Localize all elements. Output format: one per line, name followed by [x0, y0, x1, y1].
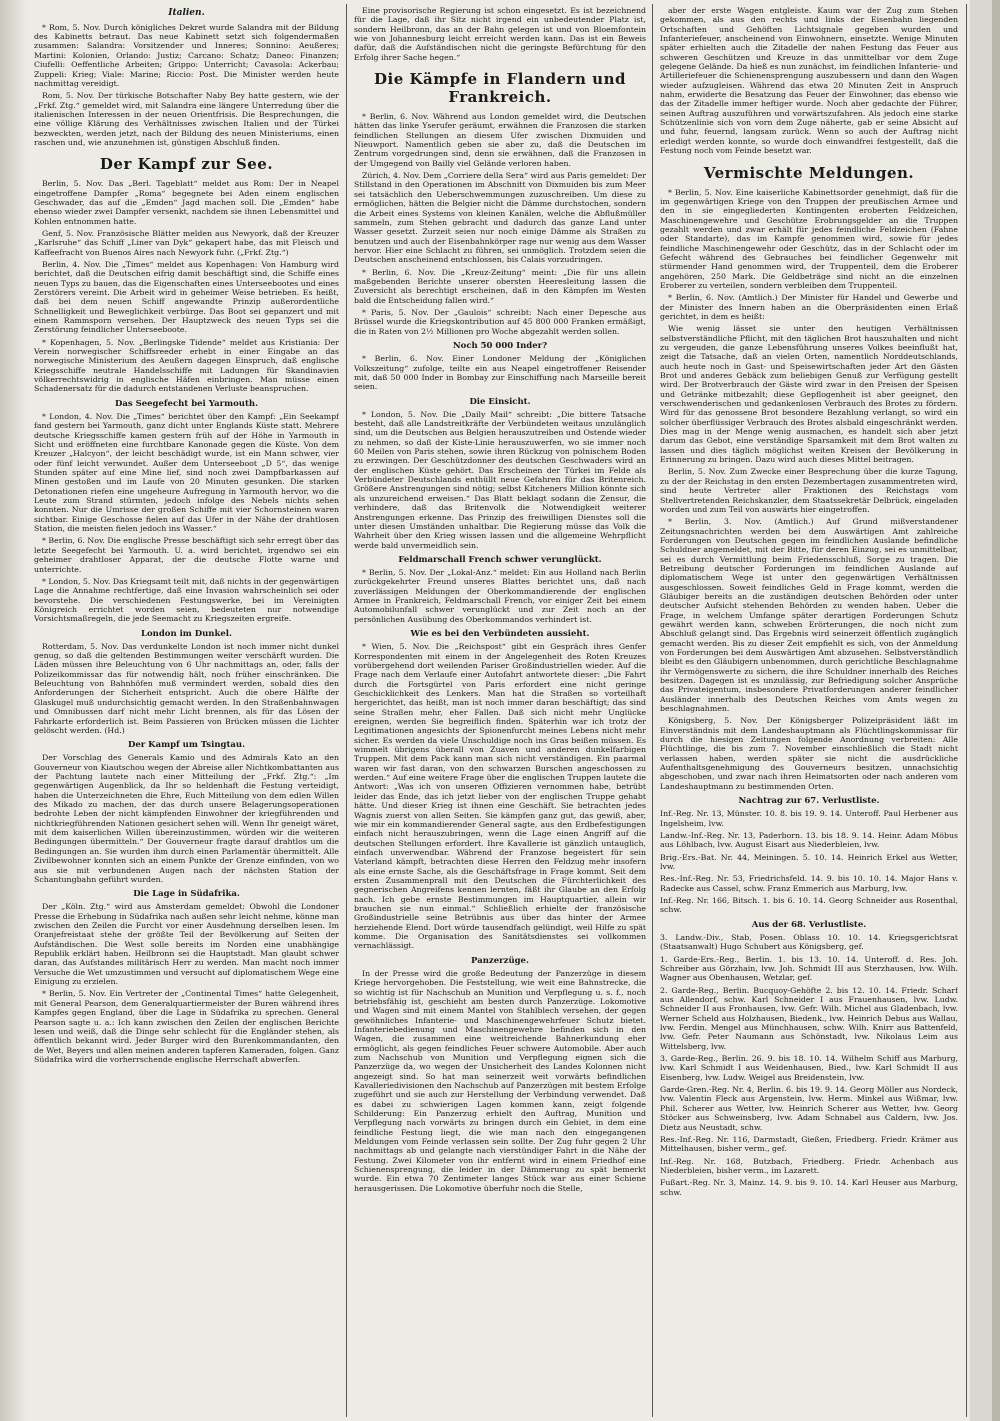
article-london-yarmouth: * London, 4. Nov. Die „Times“ berichtet über den Kampf: „Ein Seekampf fand gestern bei Yarmouth, ganz dicht unter Englands Küste statt. Mehrere deutsche Kriegsschiffe kamen gestern früh auf der Höhe in Yarmouth in Sicht und eröffneten eine furchtbare Kanonade gegen die Küste. Von dem Kreuzer „Halcyon“, der leicht beschädigt wurde, ist ein Mann schwer, vier oder fünf leicht verwundet. Außer dem Unterseeboot „D 5“, das wenige Stunden später auf eine Mine lief, sind noch zwei Dampfbarkassen auf Minen gestoßen und im Laufe von 20 Minuten gesunken. Die starken Detonationen riefen eine ungeheure Aufregung in Yarmouth hervor, wo die Leute zum Strand stürmten, jedoch infolge des Nebels nichts sehen konnten. Nur die Umrisse der großen Schiffe mit vier Schornsteinen waren sichtbar. Einige Geschosse fielen auf das Ufer in der Nähe der drahtlosen Station, die meisten fielen jedoch ins Wasser.“	[34, 412, 339, 534]
subhead-inder: Noch 50 000 Inder?	[452, 340, 548, 351]
subhead-panzerzuege: Panzerzüge.	[471, 955, 529, 966]
article-kopenhagen: * Kopenhagen, 5. Nov. „Berlingske Tidende“ meldet aus Kristiania: Der Verein norwegischer Schiffsreeder erhebt in einer Eingabe an das norwegische Ministerium des Aeußern dagegen Einspruch, daß englische Kriegsschiffe neutrale Handelsschiffe mit Ladungen für Skandinavien völkerrechtswidrig in englische Häfen einbringen. Man müsse einen Schadenersatz für die dadurch entstandenen Verluste beanspruchen.	[34, 337, 339, 394]
article-paris-gaulois: * Paris, 5. Nov. Der „Gaulois“ schreibt: Nach einer Depesche aus Brüssel wurde die Kriegskontribution auf 45 800 000 Franken ermäßigt, die in Raten von 2½ Millionen pro Woche abgezahlt werden sollen.	[354, 307, 646, 336]
heading-kampf-zur-see: Der Kampf zur See.	[99, 155, 274, 174]
heading-flandern-frankreich: Die Kämpfe in Flandern und Frankreich.	[374, 70, 626, 107]
list-item: Landw.-Inf.-Reg. Nr. 13, Paderborn. 13. bis 18. 9. 14. Heinr. Adam Möbus aus Löhlbach, lvw. August Eisart aus Niederbleien, lvw.	[660, 831, 958, 850]
list-item: 1. Garde-Ers.-Reg., Berlin. 1. bis 13. 10. 14. Unteroff. d. Res. Joh. Schreiber aus Görzhain, lvw. Joh. Schmidt III aus Sterzhausen, lvw. Wilh. Wagner aus Obenhausen, Wetzlar, gef.	[660, 954, 958, 983]
article-provisorische-regierung: Eine provisorische Regierung ist schon eingesetzt. Es ist bezeichnend für die Lage, daß ihr Sitz nicht irgend ein unbedeutender Platz ist, sondern Heilbronn, das an der Bahn gelegen ist und von Bloemfontein wie von Johannesburg leicht erreicht werden kann. Das ist ein Beweis dafür, daß die Aufständischen nicht die geringste Befürchtung für den Erfolg ihrer Sache hegen.“	[354, 6, 646, 62]
article-berlin-amtlich: * Berlin, 6. Nov. (Amtlich.) Der Minister für Handel und Gewerbe und der Minister des Innern haben an die Oberpräsidenten einen Erlaß gerichtet, in dem es heißt:	[660, 293, 958, 321]
subhead-london-dunkel: London im Dunkel.	[141, 628, 232, 639]
list-item: 2. Garde-Reg., Berlin. Bucquoy-Gehöfte 2. bis 12. 10. 14. Friedr. Scharf aus Allendorf, schw. Karl Schneider I aus Frauenhausen, lvw. Ludw. Schneider II aus Fronhausen, lvw. Gefr. Wilh. Michel aus Gladenbach, lvw. Werner Scheld aus Holzhausen, Biedenk., lvw. Heinrich Debus aus Wallau, lvw. Ferdin. Mengel aus Münchhausen, schw. Wilh. Knirr aus Battenfeld, lvw. Gefr. Peter Naumann aus Schönstadt, lvw. Nikolaus Leim aus Wittelsberg, lvw.	[660, 985, 958, 1051]
article-rom-botschafter: Rom, 5. Nov. Der türkische Botschafter Naby Bey hatte gestern, wie der „Frkf. Ztg.“ gemeldet wird, mit Salandra eine längere Unterredung über die italienischen Interessen in der neuen Orientfrisis. Die Besprechungen, die eine völlige Klärung des Verhältnisses zwischen Italien und der Türkei bezweckten, werden jetzt, nach der Bildung des neuen Ministeriums, einen raschen und, wie anzunehmen ist, günstigen Abschluß finden.	[34, 91, 339, 147]
list-item: Garde-Gren.-Reg. Nr. 4, Berlin. 6. bis 19. 9. 14. Georg Möller aus Nordeck, lvw. Valentin Fleck aus Argenstein, lvw. Herm. Minkel aus Wißmar, lvw. Phil. Scherer aus Wetter, lvw. Heinrich Scherer aus Wetter, lvw. Georg Stöcker aus Schweinsberg, lvw. Adam Schnabel aus Caldern, lvw. Jos. Dietz aus Neustadt, schw.	[660, 1085, 958, 1132]
list-item: 3. Landw.-Div., Stab, Posen. Oblass 10. 10. 14. Kriegsgerichtsrat (Staatsanwalt) Hugo Schubert aus Königsberg, gef.	[660, 932, 958, 952]
list-item: Res.-Inf.-Reg. Nr. 116, Darmstadt, Gießen, Friedberg. Friedr. Krämer aus Mittelhausen, bisher verm., gef.	[660, 1134, 958, 1154]
article-berlin-presse: * Berlin, 6. Nov. Die englische Presse beschäftigt sich sehr erregt über das letzte Seegefecht bei Yarmouth. U. a. wird berichtet, irgendwo sei ein geheimer drahtloser Apparat, der die deutsche Flotte warne und unterrichte.	[34, 536, 339, 574]
column-divider-1	[346, 4, 347, 1417]
article-berlin-reichstag: Berlin, 5. Nov. Zum Zwecke einer Besprechung über die kurze Tagung, zu der der Reichstag in den ersten Dezembertagen zusammentreten wird, sind heute Vertreter aller Fraktionen des Reichstags vom Stellvertretenden Reichskanzler, dem Staatssekretär Delbrück, eingeladen worden und zum Teil von auswärts hier eingetroffen.	[660, 467, 958, 514]
page-spine-shadow	[0, 0, 26, 1421]
subhead-french: Feldmarschall French schwer verunglückt.	[398, 554, 602, 565]
adjacent-page-edge	[970, 0, 1000, 1421]
heading-vermischte-meldungen: Vermischte Meldungen.	[703, 163, 915, 182]
article-zuerich: Zürich, 4. Nov. Dem „Corriere della Sera“ wird aus Paris gemeldet: Der Stillstand in den Operationen im Abschnitt von Dixmuiden bis zum Meer sei tatsächlich den Ueberschwemmungen zuzuschreiben. Um diese zu ermöglichen, hätten die Belgier nicht die Dämme durchstochen, sondern die Arbeit eines Systems von kleinen Kanälen, welche die Abflußmüller sammeln, zum Stehen gebracht und dadurch das ganze Land unter Wasser gesetzt. Zurzeit seien nur noch einige Dämme als Straßen zu benutzen und auch der Eisenbahnkörper rage nur wenig aus dem Wasser hervor. Hier eine Schlacht zu führen, sei unmöglich. Trotzdem seien die Deutschen anscheinend entschlossen, bis Calais vorzudringen.	[354, 171, 646, 265]
subhead-verlustliste-67: Nachtrag zur 67. Verlustliste.	[738, 796, 880, 807]
column-3	[660, 6, 958, 1415]
article-wien: * Wien, 5. Nov. Die „Reichspost“ gibt ein Gespräch ihres Genfer Korrespondenten mit einem in der Angelegenheit des Roten Kreuzes vorübergehend dort weilenden Pariser Großindustriellen wieder. Auf die Frage nach dem Verlaufe einer Autofahrt antwortete dieser: „Die Fahrt durch die Fortsgürtel von Paris erfordert eine nicht geringe Geschicklichkeit des Lenkers. Man hat die Straßen so vorteilhaft hergerichtet, das heißt, man ist noch immer daran beschäftigt; das sind seine Straßen mehr, eher Fallen. Daß sich nicht mehr Unglücke ereignen, werden Sie begreiflich finden. Späterhin war ich trotz der Legitimationen angesichts der Spionenfurcht meines Lebens nicht mehr sicher. Es werden da viele Unschuldige noch ins Gras beißen müssen. Es wimmelt übrigens überall von Zuaven und anderen dunkelfarbigen Truppen. Mit dem Pack kann man sich nicht verständigen. Ein paarmal waren wir fast daran, von den schwarzen Burschen angeschossen zu werden.“ Auf eine weitere Frage über die englischen Truppen lautete die Antwort: „Was ich von unseren Offizieren vernommen habe, betrübt leider das Ende, das ich jetzt lieber von der englischen Truppe gehabt hätte. Und dieser Krieg ist ihnen eine Geschäft. Sie betrachten jedes Wagnis zuerst von allen Seiten. Sie kämpfen ganz gut, das gewiß, aber, wie mir ein kommandierender General sagte, aus den Erdbefestigungen einfach nicht herauszubringen, wenn die Lage einen Angriff auf die deutschen Stellungen erfordert. Ihre Kavallerie ist gänzlich untauglich, einfach unverwendbar. Während der Franzose begeistert für sein Vaterland kämpft, betrachten diese Herren den Feldzug mehr insofern als eine ernste Sache, als die Geschäftsfrage in Frage kommt. Seit dem ersten Zusammenprall mit den Deutschen die Fürchterlichkeit des gegnerischen Angreifens kennen lernten, fäßt ihr Glaube an den Erfolg nach. Ich gebe ernste Bestimmungen im Hauptquartier, allein wir brauchen sie nun einmal.“ Schließlich erhielte der französische Großindustrielle seine Betrübnis aus über das hinter der Armee herziehende Elend. Dort würde tausendfach gelündigt, weil Hilfe zu spät komme. Die Organisation des Sanitätsdienstes sei vollkommen vernachlässigt.	[354, 642, 646, 951]
article-berlin-inder: * Berlin, 6. Nov. Einer Londoner Meldung der „Königlichen Volkszeitung“ zufolge, teilte ein aus Neapel eingetroffener Reisender mit, daß 50 000 Inder in Bombay zur Einschiffung nach Marseille bereit seien.	[354, 354, 646, 392]
page-edge-strip	[992, 0, 1000, 1421]
subhead-einsicht: Die Einsicht.	[469, 396, 531, 407]
article-suedafrika-koeln: Der „Köln. Ztg.“ wird aus Amsterdam gemeldet: Obwohl die Londoner Presse die Erhebung in Südafrika nach außen sehr leicht nehme, könne man zwischen den Zeilen die Furcht vor einer Ausdehnung derselben lesen. Im Oranjefreistaat stehe der größte Teil der Bevölkerung auf Seiten der Aufständischen. Die West solle bereits im Norden eine unabhängige Republik erklärt haben. Heilbronn sei die Hauptstadt. Man glaubt schwer daran, das Aufstandes militärisch Herr zu werden. Man macht noch immer Versuche die Wet umzustimmen und versucht auf diplomatischem Wege eine Einigung zu erzielen.	[34, 902, 339, 987]
section-label-italien: Italien.	[168, 8, 205, 18]
column-2	[354, 6, 646, 1415]
article-rom-kabinett: * Rom, 5. Nov. Durch königliches Dekret wurde Salandra mit der Bildung des Kabinetts betraut. Das neue Kabinett setzt sich folgendermaßen zusammen: Salandra: Vorsitzender und Inneres; Sonnino: Aeußeres; Martini: Kolonien, Orlando: Justiz; Carcano: Schatz; Daneo: Finanzen; Ciufelli: Oeffentliche Arbeiten; Grippo: Unterricht; Cavasola: Ackerbau; Zuppeli: Krieg; Viale: Marine; Riccio: Post. Die Minister werden heute nachmittag vereidigt.	[34, 22, 339, 88]
column-1	[34, 6, 339, 1415]
article-berlin-kreuzzeitung: * Berlin, 6. Nov. Die „Kreuz-Zeitung“ meint: „Die für uns allein maßgebenden Berichte unserer obersten Heeresleitung lassen die Zuversicht als berechtigt erscheinen, daß in den Kämpfen im Westen bald die Entscheidung fallen wird.“	[354, 267, 646, 305]
list-item: Inf.-Reg. Nr. 13, Münster. 10. 8. bis 19. 9. 14. Unteroff. Paul Herbener aus Ingelsheim, lvw.	[660, 809, 958, 828]
article-berlin-lokal: * Berlin, 5. Nov. Der „Lokal-Anz.“ meldet: Ein aus Holland nach Berlin zurückgekehrter Freund unseres Blattes berichtet uns, daß nach zuverlässigen Meldungen der Oberkommandierende der englischen Armee in Frankreich, Feldmarschall French, vor einiger Zeit bei einem Automobilunfall schwer verunglückt und zur Zeit noch an der persönlichen Ausübung des Oberkommandos verhindert ist.	[354, 568, 646, 624]
article-panzerzug-fortsetzung: aber der erste Wagen entgleiste. Kaum war der Zug zum Stehen gekommen, als aus den rechts und links der Eisenbahn liegenden Ortschaften und Gehöften Lichtsignale gegeben wurden und Infanteriefeuer, anscheinend von Einwohnern, einsetzte. Wenige Minuten später erhielten auch die Zitadelle der nahen Festung das Feuer aus schweren Geschützen und Kreuze in das unmittelbar vor dem Zuge gelegene Gelände. Da hieß es nun zunächst, im feindlichen Infanterie- und Artilleriefeuer die Schienensprengung auszubessern und dann den Wagen wieder aufzugleisen. Während das etwa 20 Minuten Zeit in Anspruch nahm, erwiderte die Besatzung das Feuer der Einwohner, das ebenso wie das der Zitadelle immer heftiger wurde. Noch aber gedachte der Führer, seinen Auftrag auszuführen und vorwärtszufahren. Als jedoch eine starke Schützenlinie sich von vorn dem Zuge näherte, gab er seine Absicht auf und fuhr, feuernd, langsam zurück. Wenn so auch der Auftrag nicht erledigt werden konnte, so wurde doch einwandfrei festgestellt, daß die Festung noch vom Feinde besetzt war.	[660, 6, 958, 156]
list-item: Brig.-Ers.-Bat. Nr. 44, Meiningen. 5. 10. 14. Heinrich Erkel aus Wetter, lvw.	[660, 852, 958, 872]
subhead-verbuendeten: Wie es bei den Verbündeten aussieht.	[410, 629, 590, 640]
article-tsingtau: Der Vorschlag des Generals Kamio und des Admirals Kato an den Gouverneur von Kiautschou wegen der Abreise aller Nichtkombattanten aus der Pachtung lautete nach einer Mitteilung der „Frkf. Ztg.“: „Im gegenwärtigen Augenblick, da Ihr so heldenhaft die Festung verteidigt, haben die Unterzeichneten die Ehre, Euch Mitteilung von dem edlen Willen des Mikado zu machen, der das durch unsere Belagerungsoperationen bedrohte Leben der nicht kämpfenden Einwohner der kriegführenden und nichtkriegführenden Nationen gesichert sehen will. Wenn Ihr geneigt wäret, mit dem kaiserlichen Willen übereinzustimmen, würden wir die weiteren Bedingungen übermitteln.“ Der Gouverneur fragte darauf drahtlos um die Bedingungen an. Sie wurden ihm durch einen Parlamentär übermittelt. Alle Zivilbewohner konnten sich an einem Punkte der Grenze einfinden, von wo aus sie mit verbundenen Augen nach der nächsten Station der Schantungbahn geführt wurden.	[34, 753, 339, 884]
article-panzerzuege: In der Presse wird die große Bedeutung der Panzerzüge in diesem Kriege hervorgehoben. Die Feststellung, wie weit eine Bahnstrecke, die so wichtig ist für Nachschub an Munition und Verpflegung u. s. f., noch betriebsfähig ist, geschieht am besten durch Panzerzüge. Lokomotive und Wagen sind mit einem Mantel von Stahlblech versehen, der gegen gewöhnliches Infanterie- und Maschinengewehrfeuer Schutz bietet. Infanteriebedienung und Maschinengewehre befinden sich in den Wagen, die zusammen eine weitreichende Bahnerkundung eher ermöglicht, als gegen feindliches Feuer schwere Automobile. Aber auch zum Nachschub von Munition und Verpflegung eignen sich die Panzerzüge da, wo wegen der Unsicherheit des Landes Kolonnen nicht angezeigt sind. So hat man seinerzeit weit vorwärts befindlichen Kavalleriedivisionen den Nachschub auf Panzerzügen mit bestem Erfolge zugeführt und sie auch zur Herstellung der Verbindung verwendet. Daß es dabei zu schwierigen Lagen kommen kann, zeigt folgende Schilderung: Ein Panzerzug erhielt den Auftrag, Munition und Verpflegung nach vorwärts zu bringen durch ein Gebiet, in dem eine feindliche Festung liegt, die wie man nach den eingegangenen Meldungen vom Feinde verlassen sein sollte. Der Zug fuhr gegen 2 Uhr nachmittags ab und gelangte nach vierstündiger Fahrt in die Nähe der Festung. Zwei Kilometer von ihr entfernt wird in einem Friedhof eine Schienensprengung, die leider in der Dämmerung zu spät bemerkt wurde. Ein etwa 70 Zentimeter langes Stück war aus einer Schiene herausgerissen. Die Lokomotive überfuhr noch die Stelle,	[354, 968, 646, 1193]
column-divider-3	[966, 4, 967, 1417]
article-berlin-continental: * Berlin, 5. Nov. Ein Vertreter der „Continental Times“ hatte Gelegenheit, mit General Pearson, dem Generalquartiermeister der Buren während ihres Kampfes gegen England, über die Lage in Südafrika zu sprechen. General Pearson sagte u. a.: Ich kann zwischen den Zeilen der englischen Berichte lesen und weiß, daß die Dinge sehr schlecht für die Engländer stehen, als öffentlich bekannt wird. Jeder Burger wird den Burenkommandanten, den de Wet, Beyers und allen meinen anderen tapferen Kameraden, folgen. Ganz Südafrika wird die vorherrschende englische Herrschaft abwerfen.	[34, 989, 339, 1064]
column-divider-2	[652, 4, 653, 1417]
article-london-kriegsamt: * London, 5. Nov. Das Kriegsamt teilt mit, daß nichts in der gegenwärtigen Lage die Annahme rechtfertige, daß eine Invasion wahrscheinlich sei oder bevorstehe. Die verschiedenen Festungswerke, bei im Vereinigten Königreich errichtet worden seien, bedeuteten nur notwendige Vorsichtsmaßregeln, die jede Seemacht zu Kriegszeiten ergreife.	[34, 576, 339, 624]
subhead-suedafrika: Die Lage in Südafrika.	[133, 889, 240, 900]
subhead-tsingtau: Der Kampf um Tsingtau.	[127, 740, 246, 751]
article-brot: Wie wenig lässet sie unter den heutigen Verhältnissen selbstverständliche Pflicht, mit den täglichen Brot hauszuhalten und nicht zu vergeuden, die ganze Lebensführung unseres Volkes beeinflußt hat, zeigt die Tatsache, daß an vielen Orten, namentlich Norddeutschlands, auch heute noch in Gast- und Speisewirtschaften jeder Art den Gästen Brot und anderes Gebäck zum beliebigen Genuß zur Verfügung gestellt wird. Der Brotverbrauch der Gäste wird zwar in den Preisen der Speisen und Getränke mitbezahlt; diese Gepflogenheit ist aber geeignet, den verschwenderischen und gedankenlosen Verbrauch des Brotes zu fördern. Wird für das genossene Brot besondere Bezahlung verlangt, so wird ein solcher überflüssiger Verbrauch des Brotes alsbald eingeschränkt werden. Dies mag in der Menge wenig ausmachen, es handelt sich aber jetzt darum das Gebot, eine verständige Sparsamkeit mit dem Brot walten zu lassen und dies täglich möglichst weiten Kreisen der Bevölkerung in Erinnerung zu bringen. Dazu wird auch dieses Mittel beitragen.	[660, 324, 958, 465]
article-rotterdam: Rotterdam, 5. Nov. Das verdunkelte London ist noch immer nicht dunkel genug, so daß die geltenden Bestimmungen weiter verschärft wurden. Die Läden müssen ihre Beleuchtung von 6 Uhr nachmittags an, oder, falls der Polizeikommissar das für notwendig hält, noch früher einschränken. Die Beleuchtung von Bahnhöfen muß vermindert werden, sobald dies den Anforderungen der Sicherheit entspricht. Auch die obere Hälfte der Glaskugel muß undurchsichtig gemacht werden. In den Straßenbahnwagen und Omnibussen darf nicht mehr Licht brennen, als für das Lösen der Fahrkarte erforderlich ist. Beim Passieren von Brücken müssen die Lichter gelöscht werden. (Hd.)	[34, 641, 339, 735]
list-item: Inf.-Reg. Nr. 166, Bitsch. 1. bis 6. 10. 14. Georg Schneider aus Rosenthal, schw.	[660, 896, 958, 915]
list-item: Fußart.-Reg. Nr. 3, Mainz. 14. 9. bis 9. 10. 14. Karl Heuser aus Marburg, schw.	[660, 1178, 958, 1197]
article-london-daily-mail: * London, 5. Nov. Die „Daily Mail“ schreibt: „Die bittere Tatsache besteht, daß alle Landstreitkräfte der Verbündeten weitaus unzulänglich sind, um die Deutschen aus Belgien herauszutreiben und Ostende wieder zu nehmen, so daß der Kiste-Linie herauszuwerfen, wo sie immer noch 60 Meilen von Paris stehen, sowie ihren Rückzug von polnischem Boden zu erzwingen. Der Geschützdonner des deutschen Geschwaders wird an der englischen Küste gehört. Das Erscheinen der Türkei im Felde als Verbündeter Deutschlands enthüllt neue Gefahren für das Britenreich. Größere Anstrengungen sind nötig; selbst Kitcheners Million könnte sich als unzureichend erweisen.“ Das Blatt beklagt sodann die Zensur, die verhindere, daß das Britenvolk die Notwendigkeit weiterer Anstrengungen erkenne. Das Prinzip des freiwilligen Dienstes soll die unter diesen Umständen unhaltbar. Die Regierung müsse das Volk die Wahrheit über den Krieg wissen lassen und die allgemeine Wehrpflicht werde bald unvermeidlich sein.	[354, 409, 646, 550]
article-koenigsberg: Königsberg, 5. Nov. Der Königsberger Polizeipräsident läßt im Einverständnis mit dem Landeshauptmann als Flüchtlingskommissar für durch die hiesigen Zeitungen folgende Anordnung verbreiten: Alle Flüchtlinge, die bis zum 7. November einschließlich die Stadt nicht verlassen haben, werden später sie nicht die ausdrückliche Aufenthaltsgenehmigung des Gouverneurs besitzen, unnachsichtig abgeschoben, und zwar nach ihren Heimatsorten oder nach anderen vom Landeshauptmann zu bestimmenden Orten.	[660, 716, 958, 791]
article-berlin-times: Berlin, 4. Nov. Die „Times“ meldet aus Kopenhagen: Von Hamburg wird berichtet, daß die Deutschen eifrig damit beschäftigt sind, die Schiffe eines neuen Typs zu bauen, das die Eigenschaften eines Unterseebootes und eines Zerstörers vereint. Die Arbeit wird in geheimer Weise betrieben. Es heißt, daß bei dem neuen Schiff angewandte Prinzip außerordentliche Schnelligkeit und Beweglichkeit verbürge. Das Boot sei gepanzert und mit einem Rammsporn versehen. Der Hauptzweck des neuen Typs sei die Zerstörung feindlicher Unterseeboote.	[34, 260, 339, 335]
list-item: 3. Garde-Reg., Berlin. 26. 9. bis 18. 10. 14. Wilhelm Schiff aus Marburg, lvw. Karl Schmidt I aus Weidenhausen, Bied., lvw. Karl Schmidt II aus Eisenberg, lvw. Ludw. Weigel aus Breidenstein, lvw.	[660, 1054, 958, 1082]
article-berlin-emden: Berlin, 5. Nov. Das „Berl. Tageblatt“ meldet aus Rom: Der in Neapel eingetroffene Dampfer „Roma“ begegnete bei Aden einem englischen Geschwader, das auf die „Emden“ Jagd machen soll. Die „Emden“ habe ebenso wieder zwei Dampfer versenkt, nachdem sie ihnen Lebensmittel und Kohlen entnommen hatte.	[34, 179, 339, 226]
article-genf: Genf, 5. Nov. Französische Blätter melden aus Newyork, daß der Kreuzer „Karlsruhe“ das Schiff „Liner van Dyk“ gekapert habe, das mit Fleisch und Kaffeefracht von Buenos Aires nach Newyork fuhr. („Frkf. Ztg.“)	[34, 228, 339, 257]
subhead-verlustliste-68: Aus der 68. Verlustliste.	[751, 919, 867, 930]
article-berlin-auslaender: * Berlin, 3. Nov. (Amtlich.) Auf Grund mißverstandener Zeitungsnachrichten werden bei dem Auswärtigen Amt zahlreiche Forderungen von Deutschen gegen im feindlichen Auslande befindliche Schuldner angemeldet, mit der Bitte, für deren Einzug, sei es unmittelbar, sei es durch Vermittlung beim Friedensschluß, Sorge zu tragen. Die Betreibung deutscher Forderungen im feindlichen Auslande auf diplomatischem Wege ist unter den gegenwärtigen Verhältnissen ausgeschlossen. Soweit feindliches Geld in Frage kommt, werden die Gläubiger bereits an die zuständigen deutschen Behörden oder unter deutscher Aufsicht stehenden Behörden zu wenden haben. Ueber die Frage, in welchem Umfange später derartigen Forderungen Schutz gewährt werden kann, schweben Erörterungen, die noch nicht zum Abschluß gelangt sind. Das Ergebnis wird seinerzeit öffentlich zugänglich gemacht werden. Bis zu dieser Zeit empfiehlt es sich, von der Anmeldung von Forderungen bei dem Auswärtigen Amt abzusehen. Selbstverständlich bleibt es den Gläubigern unbenommen, durch gerichtliche Beschlagnahme ihr Vermögenswerte zu sichern, die ihre Schuldner innerhalb des Reiches besitzen. Dagegen ist es unzulässig, zur Befriedigung solcher Ansprüche das Privateigentum, insbesondere Privatforderungen anderer feindlicher Ausländer innerhalb des Deutschen Reiches vom Amts wegen zu beschlagnahmen.	[660, 517, 958, 714]
list-item: Inf.-Reg. Nr. 168, Butzbach, Friedberg. Friedr. Achenbach aus Niederbleien, bisher verm., im Lazarett.	[660, 1156, 958, 1175]
list-item: Res.-Inf.-Reg. Nr. 53, Friedrichsfeld. 14. 9. bis 10. 10. 14. Major Hans v. Radecke aus Cassel, schw. Franz Emmerich aus Marburg, lvw.	[660, 874, 958, 893]
article-berlin-kabinettsorder: * Berlin, 5. Nov. Eine kaiserliche Kabinettsorder genehmigt, daß für die im gegenwärtigen Kriege von den Truppen der preußischen Armee und den in sie eingegliederten Kontingenten eroberten Feldzeichen, Maschinengewehre und Geschütze Erobrungsgelder an die Truppen gezahlt werden und zwar erhält für jedes feindliche Feldzeichen (Fahne oder Standarte), das im Kampfe genommen wird, sowie für jedes feindliche Maschinengewehr oder Geschütz, das in der Schlacht oder im Gefecht während des Gebrauches bei feindlicher Gegenwehr mit stürmender Hand genommen wird, der Truppenteil, dem die Eroberer angehören, 250 Mark. Die Geldbeträge sind nicht an die einzelnen Eroberer zu verteilen, sondern verbleiben dem Truppenteil.	[660, 187, 958, 290]
subhead-yarmouth: Das Seegefecht bei Yarmouth.	[114, 398, 259, 409]
article-berlin-flandern: * Berlin, 6. Nov. Während aus London gemeldet wird, die Deutschen hätten das linke Yserufer geräumt, erwähnen die Franzosen die starken feindlichen Stellungen an diesem Ufer zwischen Dixmuiden und Nieuwport. Namentlich geben sie aber zu, daß die Deutschen im Zentrum vorgedrungen sind, denn sie erwähnen, daß die Franzosen in der Umgegend von Bailly viel Gelände verloren haben.	[354, 112, 646, 168]
